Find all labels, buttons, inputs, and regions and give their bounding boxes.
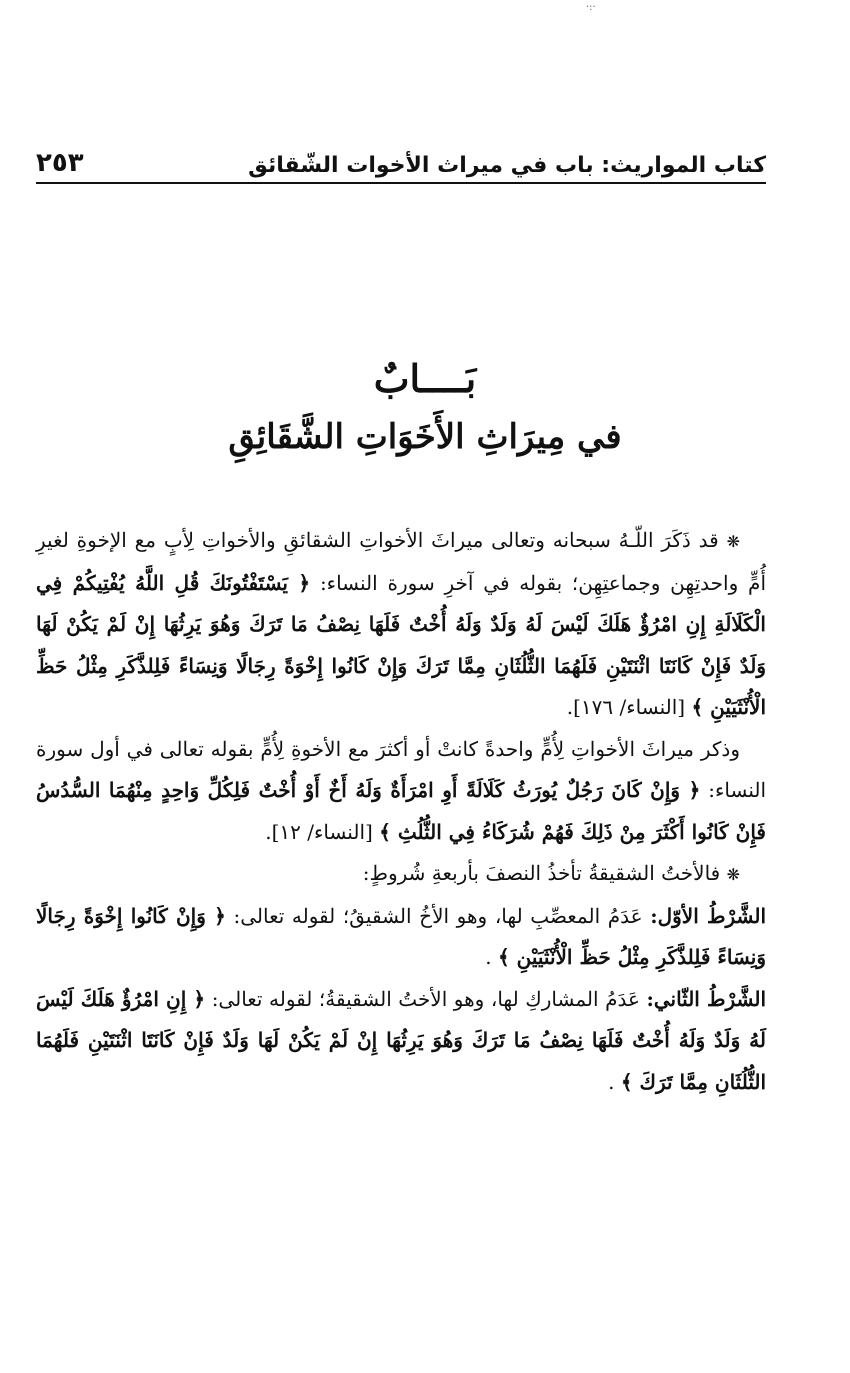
paragraph-2-text: وذكر ميراثَ الأخواتِ لِأُمٍّ واحدةً كانتْ أو أكثرَ مع الأخوةِ لِأُمٍّ بقوله تعالى في أول سورة النساء:: [36, 736, 767, 802]
condition-label: الشَّرْطُ الثّاني:: [646, 986, 767, 1011]
paragraph-1-text: قد ذَكَرَ اللّـهُ سبحانه وتعالى ميراثَ الأخواتِ الشقائقِ والأخواتِ لِأبٍ مع الإخوةِ لغيرِ أُمٍّ واحدتِهِن وجماعتِهِن؛ بقوله في آخرِ سورة النساء:: [36, 528, 766, 595]
asterisk-icon: ❋: [726, 532, 741, 551]
chapter-title: في مِيرَاثِ الأَخَوَاتِ الشَّقَائِقِ: [228, 417, 622, 457]
quran-verse: ﴿ وَإِنْ كَانَ رَجُلٌ يُورَثُ كَلَالَةً أَوِ امْرَأَةٌ وَلَهُ أَخٌ أَوْ أُخْتٌ فَلِكُلِّ وَاحِدٍ مِنْهُمَا السُّدُسُ فَإِنْ كَانُوا أَكْثَرَ مِنْ ذَلِكَ فَهُمْ شُرَكَاءُ فِي الثُّلُثِ ﴾: [36, 778, 766, 844]
verse-citation: [النساء/ ١٢].: [265, 819, 373, 844]
condition-label: الشَّرْطُ الأوّل:: [650, 903, 767, 928]
running-header: [36, 128, 766, 184]
paragraph-4: [36, 896, 766, 979]
asterisk-icon: ❋: [726, 865, 740, 884]
quran-verse: ﴿ وَإِنْ كَانُوا إِخْوَةً رِجَالًا وَنِسَاءً فَلِلذَّكَرِ مِثْلُ حَظِّ الْأُنْثَيَيْنِ ﴾: [36, 903, 766, 969]
paragraph-3-text: فالأختُ الشقيقةُ تأخذُ النصفَ بأربعةِ شُروطٍ:: [362, 861, 721, 885]
chapter-heading: [0, 355, 850, 465]
paragraph-3: [36, 853, 766, 896]
running-title: كتاب المواريث: باب في ميراث الأخوات الشّقائق: [248, 153, 766, 178]
paragraph-5-text: عَدَمُ المشاركِ لها، وهو الأختُ الشقيقةُ؛ لقوله تعالى:: [211, 986, 640, 1011]
paragraph-5: [36, 979, 766, 1104]
verse-citation: [النساء/ ١٧٦].: [566, 695, 686, 719]
paragraph-4-text: عَدَمُ المعصِّبِ لها، وهو الأخُ الشقيقُ؛ لقوله تعالى:: [233, 903, 643, 928]
chapter-label: بَــــابٌ: [373, 356, 477, 401]
quran-verse: ﴿ يَسْتَفْتُونَكَ قُلِ اللَّهُ يُفْتِيكُمْ فِي الْكَلَالَةِ إِنِ امْرُؤٌ هَلَكَ لَيْسَ لَهُ وَلَدٌ وَلَهُ أُخْتٌ فَلَهَا نِصْفُ مَا تَرَكَ وَهُوَ يَرِثُهَا إِنْ لَمْ يَكُنْ لَهَا وَلَدٌ فَإِنْ كَانَتَا اثْنَتَيْنِ فَلَهُمَا الثُّلُثَانِ مِمَّا تَرَكَ وَإِنْ كَانُوا إِخْوَةً رِجَالًا وَنِسَاءً فَلِلذَّكَرِ مِثْلُ حَظِّ الْأُنْثَيَيْنِ ﴾: [36, 570, 766, 719]
page-number: ٢٥٣: [36, 148, 84, 178]
paragraph-5-end: .: [608, 1069, 615, 1094]
quran-verse: ﴿ إِنِ امْرُؤٌ هَلَكَ لَيْسَ لَهُ وَلَدٌ وَلَهُ أُخْتٌ فَلَهَا نِصْفُ مَا تَرَكَ وَهُوَ يَرِثُهَا إِنْ لَمْ يَكُنْ لَهَا وَلَدٌ فَإِنْ كَانَتَا اثْنَتَيْنِ فَلَهُمَا الثُّلُثَانِ مِمَّا تَرَكَ ﴾: [36, 986, 766, 1094]
paragraph-1: [36, 520, 766, 729]
scan-speck: ·:·: [586, 2, 596, 13]
body-text: [36, 520, 766, 1103]
paragraph-4-end: .: [485, 945, 492, 969]
paragraph-2: [36, 729, 766, 854]
